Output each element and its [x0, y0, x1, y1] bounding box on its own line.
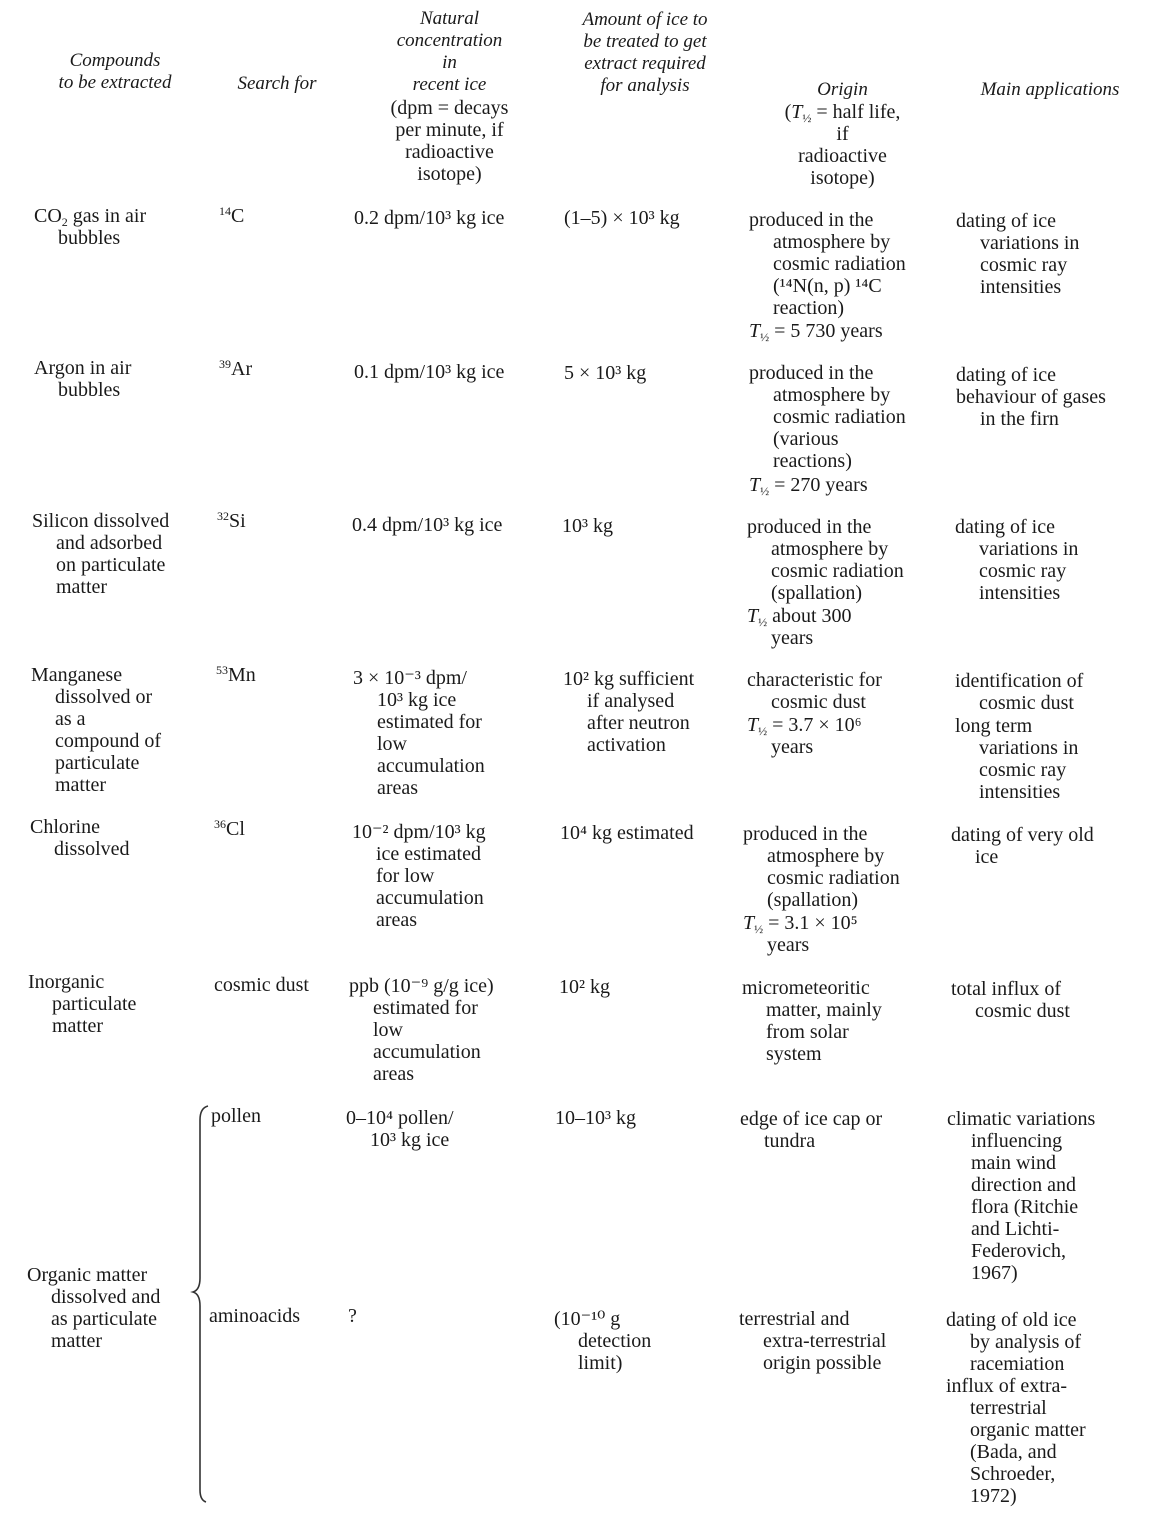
header-amount: Amount of ice to be treated to get extract required for analysis — [582, 9, 708, 96]
row-silicon-isotope: $^{32}$Si — [217, 509, 246, 532]
row-silicon-half-life: $T_{\frac{1}{2}}$ about 300 years — [747, 605, 852, 649]
row-organic-compound: Organic matter dissolved and as particulate matter — [27, 1264, 161, 1352]
row-silicon-concentration: 0.4 dpm/10³ kg ice — [352, 514, 503, 536]
row-argon-compound: Argon in air bubbles — [34, 357, 132, 401]
row-silicon-amount: 10³ kg — [562, 515, 613, 537]
row-manganese-amount: 10² kg sufficient if analysed after neutron activation — [563, 668, 695, 756]
half-life-symbol: T — [791, 101, 803, 123]
header-origin-note-rest: if radioactive isotope) — [798, 123, 887, 189]
row-chlorine-isotope: $^{36}$Cl — [214, 817, 245, 840]
row-argon-applications-1: dating of ice — [956, 364, 1056, 386]
row-amino-amount: (10⁻¹⁰ g detection limit) — [554, 1308, 652, 1374]
row-manganese-half-life: $T_{\frac{1}{2}} = 3.7 \times 10^6$ years — [747, 714, 862, 758]
row-chlorine-half-life: $T_{\frac{1}{2}} = 3.1 \times 10^5$ years — [743, 912, 858, 956]
header-concentration-note: (dpm = decays per minute, if radioactive isotope) — [390, 97, 509, 185]
row-inorganic-concentration: ppb (10⁻⁹ g/g ice) estimated for low accumulation areas — [349, 975, 494, 1085]
row-argon-origin: produced in the atmosphere by cosmic radiation (various reactions) — [749, 362, 906, 472]
row-pollen-amount: 10–10³ kg — [555, 1107, 636, 1129]
row-pollen-search: pollen — [211, 1105, 261, 1127]
row-co2-origin: produced in the atmosphere by cosmic radiation (¹⁴N(n, p) ¹⁴C reaction) — [749, 209, 906, 319]
row-amino-origin: terrestrial and extra-terrestrial origin possible — [739, 1308, 887, 1374]
row-co2-half-life: $T_{\frac{1}{2}} = 5$ 730 years — [749, 320, 883, 344]
row-chlorine-applications: dating of very old ice — [951, 824, 1094, 868]
row-argon-half-life: $T_{\frac{1}{2}} = 270$ years — [749, 474, 868, 498]
row-argon-amount: 5 × 10³ kg — [564, 362, 647, 384]
header-origin: Origin — [817, 79, 868, 100]
row-co2-concentration: 0.2 dpm/10³ kg ice — [354, 207, 505, 229]
row-pollen-origin: edge of ice cap or tundra — [740, 1108, 883, 1152]
header-compounds: Compounds to be extracted — [58, 50, 172, 93]
row-co2-isotope: $^{14}$C — [219, 204, 245, 227]
row-co2-compound: $CO_2$ gas in air bubbles — [34, 205, 147, 249]
row-amino-concentration: ? — [348, 1305, 357, 1327]
row-amino-applications-1: dating of old ice by analysis of racemiation — [946, 1309, 1082, 1375]
row-silicon-applications: dating of ice variations in cosmic ray intensities — [955, 516, 1079, 604]
row-silicon-compound: Silicon dissolved and adsorbed on particulate matter — [32, 510, 170, 598]
row-argon-isotope: $^{39}$Ar — [219, 357, 253, 380]
row-manganese-applications-2: long term variations in cosmic ray intensities — [955, 715, 1079, 803]
row-manganese-compound: Manganese dissolved or as a compound of particulate matter — [31, 664, 162, 796]
row-argon-concentration: 0.1 dpm/10³ kg ice — [354, 361, 505, 383]
header-main-applications: Main applications — [980, 79, 1120, 100]
row-chlorine-amount: 10⁴ kg estimated — [560, 822, 694, 844]
row-chlorine-concentration: 10⁻² dpm/10³ kg ice estimated for low accumulation areas — [352, 821, 486, 931]
row-chlorine-compound: Chlorine dissolved — [30, 816, 130, 860]
row-inorganic-origin: micrometeoritic matter, mainly from solar system — [742, 977, 882, 1065]
row-manganese-concentration: 3 × 10⁻³ dpm/ 10³ kg ice estimated for low accumulation areas — [353, 667, 485, 799]
row-silicon-origin: produced in the atmosphere by cosmic radiation (spallation) — [747, 516, 904, 604]
row-manganese-isotope: $^{53}$Mn — [216, 663, 256, 686]
row-inorganic-search: cosmic dust — [214, 974, 309, 996]
row-co2-amount: (1–5) × 10³ kg — [564, 207, 680, 229]
row-chlorine-origin: produced in the atmosphere by cosmic radiation (spallation) — [743, 823, 900, 911]
half-life-subscript: ½ — [802, 111, 812, 125]
row-amino-applications-2: influx of extra- terrestrial organic matter (Bada, and Schroeder, 1972) — [946, 1375, 1086, 1507]
row-co2-applications: dating of ice variations in cosmic ray intensities — [956, 210, 1080, 298]
grouping-brace — [190, 1098, 220, 1508]
row-amino-search: aminoacids — [209, 1305, 301, 1327]
row-manganese-origin: characteristic for cosmic dust — [747, 669, 882, 713]
header-concentration: Natural concentration in recent ice — [396, 8, 503, 95]
row-argon-applications-2: behaviour of gases in the firn — [956, 386, 1106, 430]
row-pollen-applications: climatic variations influencing main wind direction and flora (Ritchie and Lichti- Federovich, 1967) — [947, 1108, 1096, 1284]
half-life-definition: = half life, — [811, 101, 901, 123]
header-search-for: Search for — [237, 73, 317, 94]
row-manganese-applications-1: identification of cosmic dust — [955, 670, 1084, 714]
header-origin-note-line1: ($T_{\frac{1}{2}}$ = half life, — [784, 101, 901, 125]
row-inorganic-applications: total influx of cosmic dust — [951, 978, 1070, 1022]
row-pollen-concentration: 0–10⁴ pollen/ 10³ kg ice — [346, 1107, 454, 1151]
row-inorganic-amount: 10² kg — [559, 976, 610, 998]
row-inorganic-compound: Inorganic particulate matter — [28, 971, 137, 1037]
